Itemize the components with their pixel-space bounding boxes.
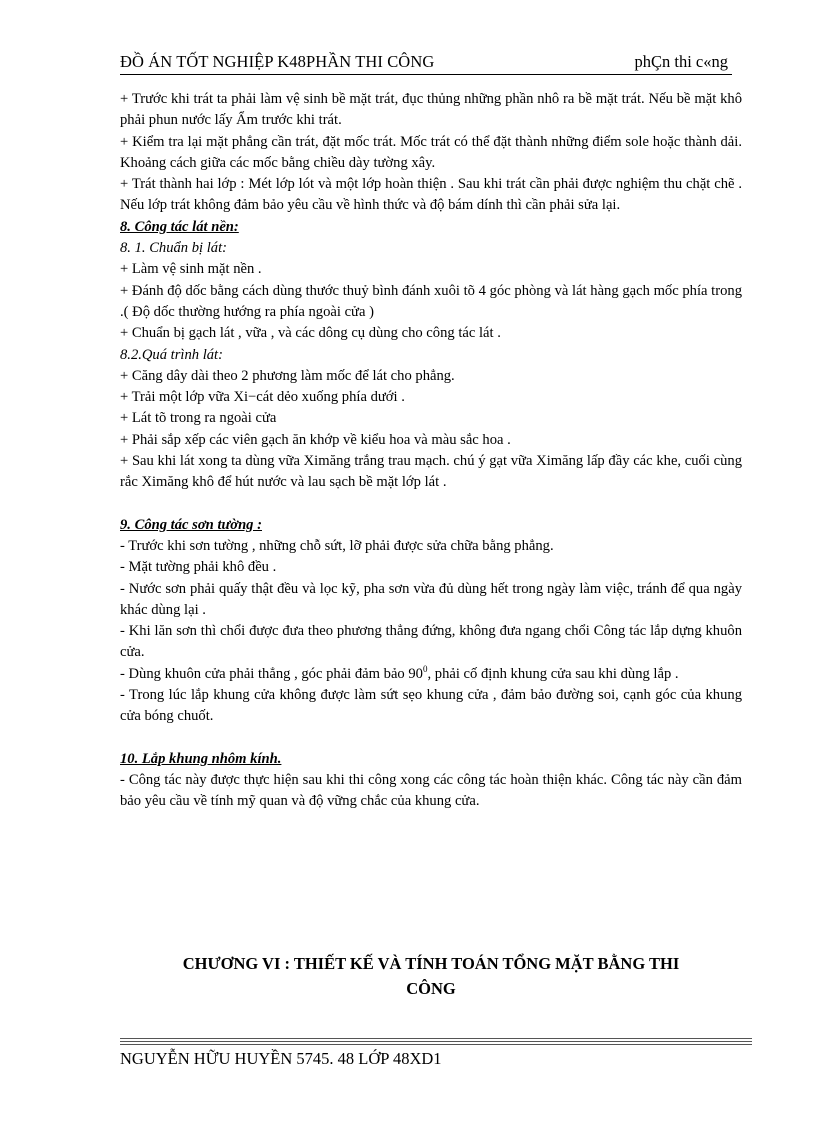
body-paragraph: + Trước khi trát ta phải làm vệ sinh bề mặt trát, đục thủng những phần nhô ra bề mặt trát. Nếu bề mặt khô phải phun nước lấy Ẩm trước khi trát. bbox=[120, 91, 742, 129]
chapter-title-line-1: CHƯƠNG VI : THIẾT KẾ VÀ TÍNH TOÁN TỔNG MẶT BẰNG THI bbox=[182, 954, 680, 973]
degree-superscript: 0 bbox=[422, 663, 428, 674]
subsection-heading: 8. 1. Chuẩn bị lát: bbox=[120, 240, 228, 257]
document-body bbox=[120, 89, 742, 813]
body-paragraph: + Đánh độ dốc bằng cách dùng thước thuỷ bình đánh xuôi tõ 4 góc phòng và lát hàng gạch mốc phía trong .( Độ dốc thường hướng ra phía ngoài cửa ) bbox=[120, 282, 742, 320]
paragraph-gap bbox=[120, 494, 742, 515]
body-paragraph: - Trong lúc lắp khung cửa không được làm sứt sẹo khung cửa , đảm bảo đường soi, cạnh góc của khung cửa bóng chuốt. bbox=[120, 687, 742, 725]
body-paragraph: + Lát tõ trong ra ngoài cửa bbox=[120, 410, 277, 427]
header-title: ĐỒ ÁN TỐT NGHIỆP K48PHẦN THI CÔNG bbox=[120, 52, 435, 71]
page-footer: NGUYỄN HỮU HUYỀN 5745. 48 LỚP 48XD1 bbox=[120, 1049, 442, 1068]
subsection-heading: 8.2.Quá trình lát: bbox=[120, 346, 223, 363]
body-paragraph bbox=[120, 664, 742, 685]
body-paragraph: + Trải một lớp vữa Xi−cát dẻo xuống phía dưới . bbox=[120, 389, 405, 406]
body-paragraph: + Kiểm tra lại mặt phẳng cần trát, đặt mốc trát. Mốc trát có thể đặt thành những điểm sole hoặc thành dải. Khoảng cách giữa các mốc bằng chiều dày tường xây. bbox=[120, 133, 742, 171]
chapter-title-line-2: CÔNG bbox=[406, 979, 456, 998]
footer-divider-bottom bbox=[120, 1044, 752, 1045]
footer-divider-middle bbox=[120, 1041, 752, 1042]
body-paragraph: + Trát thành hai lớp : Mét lớp lót và một lớp hoàn thiện . Sau khi trát cần phải được nghiệm thu chặt chẽ . Nếu lớp trát không đảm bảo yêu cầu về hình thức và độ bám dính thì cần phải sửa lại. bbox=[120, 176, 742, 214]
header-section: phÇn thi c«ng bbox=[634, 52, 728, 71]
paragraph-text: - Dùng khuôn cửa phải thẳng , góc phải đảm bảo 90 bbox=[120, 665, 423, 682]
header-divider bbox=[120, 74, 732, 75]
paragraph-text-continued: , phải cố định khung cửa sau khi dùng lắp . bbox=[427, 665, 679, 682]
chapter-title bbox=[120, 951, 742, 1001]
body-paragraph: + Căng dây dài theo 2 phương làm mốc để lát cho phẳng. bbox=[120, 367, 455, 384]
section-heading: 10. Lắp khung nhôm kính. bbox=[120, 750, 282, 767]
body-paragraph: + Sau khi lát xong ta dùng vữa Ximăng trắng trau mạch. chú ý gạt vữa Ximăng lấp đầy các khe, cuối cùng rắc Ximăng khô để hút nước và lau sạch bề mặt lớp lát . bbox=[120, 453, 742, 491]
body-paragraph: + Phải sắp xếp các viên gạch ăn khớp về kiểu hoa và màu sắc hoa . bbox=[120, 431, 511, 448]
body-paragraph: - Khi lăn sơn thì chổi được đưa theo phương thẳng đứng, không đưa ngang chổi Công tác lắp dựng khuôn cửa. bbox=[120, 623, 742, 661]
body-paragraph: - Mặt tường phải khô đều . bbox=[120, 559, 277, 576]
footer-divider-top bbox=[120, 1038, 752, 1039]
body-paragraph: - Công tác này được thực hiện sau khi thi công xong các công tác hoàn thiện khác. Công tác này cần đảm bảo yêu cầu về tính mỹ quan và độ vững chắc của khung cửa. bbox=[120, 771, 742, 810]
body-paragraph: - Trước khi sơn tường , những chỗ sứt, lỡ phải được sửa chữa bằng phẳng. bbox=[120, 537, 554, 554]
paragraph-gap bbox=[120, 728, 742, 749]
section-heading: 9. Công tác sơn tường : bbox=[120, 516, 262, 533]
body-paragraph: + Làm vệ sinh mặt nền . bbox=[120, 261, 262, 278]
body-paragraph: + Chuẩn bị gạch lát , vữa , và các dông cụ dùng cho công tác lát . bbox=[120, 325, 501, 342]
body-paragraph: - Nước sơn phải quấy thật đều và lọc kỹ, pha sơn vừa đủ dùng hết trong ngày làm việc, tránh để qua ngày khác dùng lại . bbox=[120, 580, 742, 618]
section-heading: 8. Công tác lát nền: bbox=[120, 218, 239, 235]
